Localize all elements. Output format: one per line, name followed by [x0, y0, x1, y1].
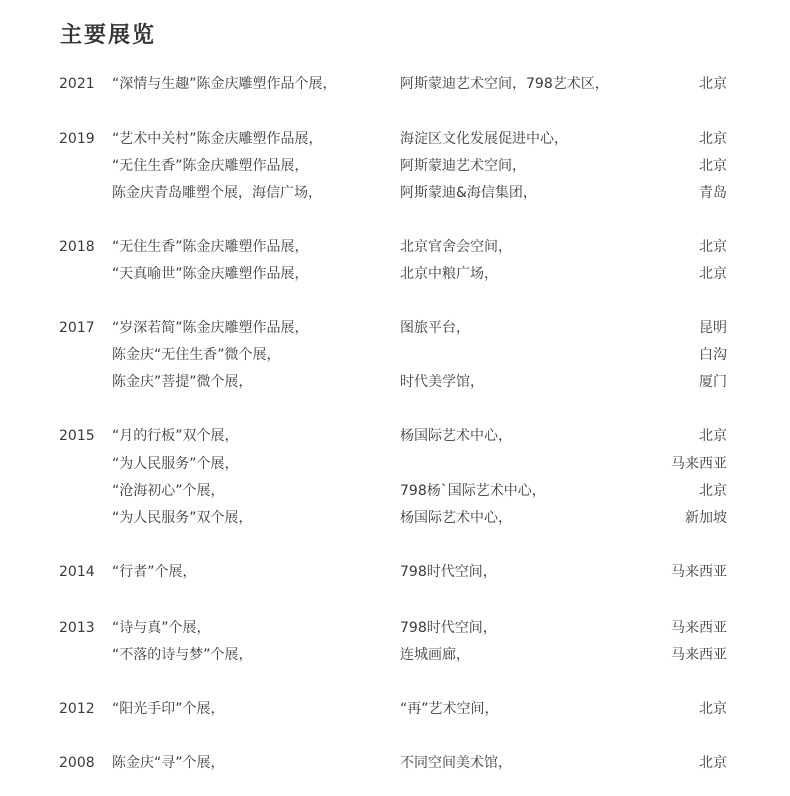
exhibition-row — [0, 235, 790, 259]
exhibition-title: “诗与真”个展， — [112, 620, 211, 636]
exhibition-city: 北京 — [699, 428, 727, 444]
exhibition-city: 白沟 — [699, 347, 727, 363]
exhibition-row — [0, 560, 790, 584]
exhibition-venue: 图旅平台， — [400, 320, 470, 336]
exhibition-city: 北京 — [699, 239, 727, 255]
exhibition-row — [0, 316, 790, 340]
exhibition-year: 2017 — [59, 320, 95, 336]
exhibition-title: “沧海初心”个展， — [112, 483, 225, 499]
exhibition-city: 昆明 — [699, 320, 727, 336]
exhibition-venue: 杨国际艺术中心， — [400, 510, 512, 526]
exhibition-venue: 时代美学馆， — [400, 374, 484, 390]
exhibition-year: 2018 — [59, 239, 95, 255]
exhibition-city: 厦门 — [699, 374, 727, 390]
exhibition-title: “为人民服务”双个展， — [112, 510, 253, 526]
exhibition-row — [0, 452, 790, 476]
exhibition-title: “阳光手印”个展， — [112, 701, 225, 717]
exhibition-year: 2014 — [59, 564, 95, 580]
exhibition-city: 马来西亚 — [671, 456, 727, 472]
exhibition-title: “不落的诗与梦”个展， — [112, 647, 253, 663]
exhibition-venue: 798杨`国际艺术中心， — [400, 483, 546, 499]
exhibition-title: “岁深若简”陈金庆雕塑作品展， — [112, 320, 309, 336]
exhibition-year: 2019 — [59, 131, 95, 147]
exhibition-row — [0, 506, 790, 530]
exhibition-row — [0, 154, 790, 178]
exhibition-row — [0, 262, 790, 286]
exhibition-venue: 不同空间美术馆， — [400, 755, 512, 771]
exhibition-venue: 阿斯蒙迪艺术空间， — [400, 158, 526, 174]
exhibition-year: 2013 — [59, 620, 95, 636]
exhibition-title: 陈金庆”菩提”微个展， — [112, 374, 253, 390]
exhibition-title: “无住生香”陈金庆雕塑作品展， — [112, 158, 309, 174]
exhibition-row — [0, 751, 790, 775]
exhibition-year: 2021 — [59, 76, 95, 92]
exhibition-venue: 阿斯蒙迪&海信集团， — [400, 185, 537, 201]
exhibition-city: 北京 — [699, 76, 727, 92]
exhibition-title: “为人民服务”个展， — [112, 456, 239, 472]
exhibition-row — [0, 643, 790, 667]
exhibition-city: 北京 — [699, 483, 727, 499]
exhibition-venue: 海淀区文化发展促进中心， — [400, 131, 568, 147]
exhibition-venue: 北京中粮广场， — [400, 266, 498, 282]
exhibition-title: “无住生香”陈金庆雕塑作品展， — [112, 239, 309, 255]
exhibition-city: 北京 — [699, 131, 727, 147]
exhibition-row — [0, 72, 790, 96]
exhibition-title: “艺术中关村”陈金庆雕塑作品展， — [112, 131, 323, 147]
exhibition-city: 北京 — [699, 266, 727, 282]
exhibition-year: 2015 — [59, 428, 95, 444]
exhibition-row — [0, 127, 790, 151]
exhibition-row — [0, 697, 790, 721]
exhibition-title: 陈金庆“寻”个展， — [112, 755, 225, 771]
exhibition-city: 马来西亚 — [671, 620, 727, 636]
exhibition-title: 陈金庆“无住生香”微个展， — [112, 347, 281, 363]
exhibition-venue: “再”艺术空间， — [400, 701, 499, 717]
exhibition-row — [0, 370, 790, 394]
exhibition-row — [0, 343, 790, 367]
exhibition-city: 青岛 — [699, 185, 727, 201]
exhibition-year: 2008 — [59, 755, 95, 771]
exhibition-city: 北京 — [699, 701, 727, 717]
exhibition-title: “天真喻世”陈金庆雕塑作品展， — [112, 266, 309, 282]
exhibition-venue: 798时代空间， — [400, 564, 497, 580]
exhibition-venue: 杨国际艺术中心， — [400, 428, 512, 444]
exhibition-city: 马来西亚 — [671, 647, 727, 663]
exhibition-row — [0, 181, 790, 205]
exhibition-row — [0, 479, 790, 503]
exhibition-title: “月的行板”双个展， — [112, 428, 239, 444]
exhibition-title: “深情与生趣”陈金庆雕塑作品个展， — [112, 76, 337, 92]
exhibition-venue: 阿斯蒙迪艺术空间，798艺术区， — [400, 76, 609, 92]
exhibition-row — [0, 616, 790, 640]
exhibition-city: 马来西亚 — [671, 564, 727, 580]
exhibition-venue: 连城画廊， — [400, 647, 470, 663]
exhibition-year: 2012 — [59, 701, 95, 717]
exhibition-row — [0, 424, 790, 448]
exhibition-city: 新加坡 — [685, 510, 727, 526]
exhibition-title: 陈金庆青岛雕塑个展，海信广场， — [112, 185, 322, 201]
exhibition-venue: 798时代空间， — [400, 620, 497, 636]
exhibition-city: 北京 — [699, 158, 727, 174]
exhibition-city: 北京 — [699, 755, 727, 771]
page-title: 主要展览 — [60, 23, 157, 48]
exhibition-title: “行者”个展， — [112, 564, 197, 580]
exhibition-venue: 北京官舍会空间， — [400, 239, 512, 255]
